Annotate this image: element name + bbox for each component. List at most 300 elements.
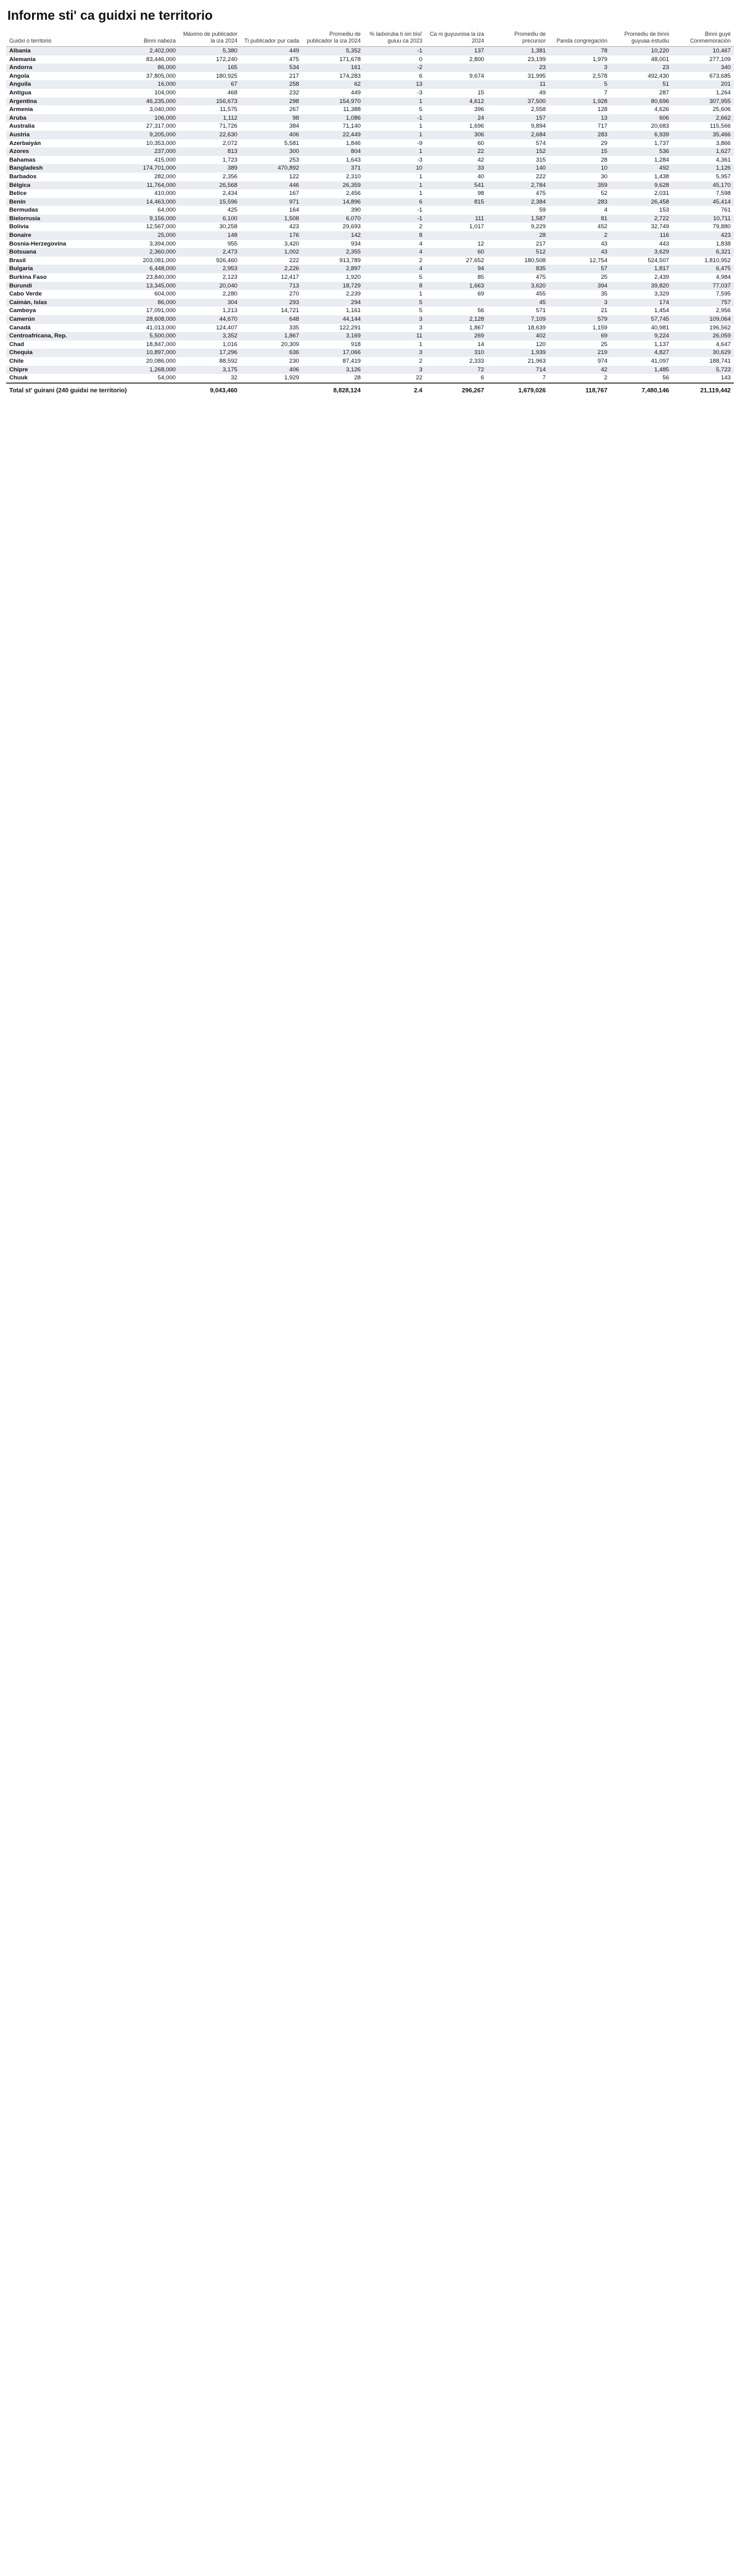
- table-row: [6, 332, 734, 341]
- table-cell: 1,810,952: [704, 257, 731, 264]
- table-cell: 156,673: [179, 97, 240, 106]
- table-cell: 116: [610, 231, 672, 240]
- territory-name: Chile: [9, 357, 24, 365]
- table-cell: 37,500: [487, 97, 549, 106]
- table-cell: 72: [426, 366, 487, 374]
- table-cell: 122: [289, 173, 299, 180]
- table-cell: [426, 64, 487, 72]
- table-cell: 137: [426, 47, 487, 56]
- table-cell: 23,199: [527, 56, 546, 63]
- table-cell: 443: [659, 240, 669, 247]
- table-cell: 2: [419, 357, 422, 365]
- table-cell: [426, 206, 487, 215]
- table-cell: 42: [477, 156, 484, 163]
- table-cell: 98: [240, 114, 302, 123]
- table-cell: 43: [601, 240, 607, 247]
- territory-name: Burundi: [6, 282, 117, 291]
- table-cell: 492: [610, 164, 672, 173]
- territory-name: Bonaire: [6, 231, 117, 240]
- table-cell: 33: [426, 164, 487, 173]
- table-cell: 104,000: [154, 89, 176, 96]
- table-cell: 2,128: [426, 315, 487, 324]
- table-cell: 12,417: [281, 274, 299, 281]
- totals-cell: 8,828,124: [302, 383, 364, 398]
- table-cell: 18,729: [302, 282, 364, 291]
- table-cell: 3: [419, 324, 422, 331]
- table-cell: 1,846: [345, 139, 361, 147]
- territory-name: Aruba: [6, 114, 117, 123]
- table-cell: 24: [426, 114, 487, 123]
- table-cell: 57: [549, 265, 610, 273]
- table-cell: 22,630: [179, 131, 240, 139]
- table-row: [6, 80, 734, 89]
- table-cell: 106,000: [117, 114, 179, 123]
- table-row: [6, 366, 734, 374]
- table-cell: 4,361: [715, 156, 731, 163]
- table-cell: 1: [364, 97, 426, 106]
- table-cell: 71,726: [219, 123, 237, 130]
- table-cell: 171,678: [339, 56, 361, 63]
- table-row: [6, 56, 734, 64]
- table-row: [6, 181, 734, 190]
- territory-name: Chuuk: [9, 374, 28, 382]
- table-cell: 25,000: [117, 231, 179, 240]
- table-row: [6, 282, 734, 291]
- table-cell: 5,352: [302, 47, 364, 56]
- table-cell: 2,360,000: [117, 248, 179, 257]
- table-cell: 410,000: [154, 190, 176, 197]
- column-header: Promediu de publicador la iza 2024: [302, 30, 364, 47]
- table-row: [6, 307, 734, 315]
- table-cell: 13,345,000: [117, 282, 179, 291]
- table-cell: 10,897,000: [117, 349, 179, 357]
- territory-name: Bosnia-Herzegovina: [9, 240, 67, 247]
- table-cell: 29,693: [342, 223, 361, 231]
- territory-name: Chad: [9, 341, 24, 348]
- table-cell: 98: [477, 190, 484, 197]
- table-cell: 52: [601, 190, 607, 197]
- table-cell: 4,827: [610, 349, 672, 357]
- table-cell: 7,598: [715, 190, 731, 197]
- territory-name: Brasil: [9, 257, 26, 264]
- table-cell: 30: [601, 173, 607, 180]
- table-cell: 237,000: [117, 147, 179, 156]
- table-cell: 449: [350, 89, 361, 96]
- table-cell: 62: [302, 80, 364, 89]
- table-cell: 15: [477, 89, 484, 96]
- table-cell: 1,627: [672, 147, 734, 156]
- table-cell: 2,784: [487, 181, 549, 190]
- table-row: [6, 257, 734, 265]
- table-cell: 2,800: [469, 56, 484, 63]
- table-cell: 2,434: [222, 190, 237, 197]
- table-cell: 1: [419, 190, 422, 197]
- table-cell: 14: [477, 341, 484, 348]
- table-cell: 449: [240, 47, 302, 56]
- table-cell: 26,359: [302, 181, 364, 190]
- table-cell: 174,283: [339, 72, 361, 80]
- table-cell: -1: [364, 215, 426, 223]
- table-cell: 359: [549, 181, 610, 190]
- table-cell: 154,970: [302, 97, 364, 106]
- table-cell: 423: [289, 223, 299, 231]
- table-cell: 6: [419, 72, 422, 80]
- table-row: [6, 349, 734, 357]
- table-cell: 1,737: [654, 139, 669, 147]
- table-cell: 28: [487, 231, 549, 240]
- table-cell: 293: [240, 299, 302, 307]
- table-cell: 6,321: [672, 248, 734, 257]
- table-cell: 143: [720, 374, 731, 382]
- table-row: [6, 89, 734, 97]
- table-cell: 757: [672, 299, 734, 307]
- table-cell: 304: [179, 299, 240, 307]
- table-cell: 396: [474, 106, 484, 114]
- table-cell: 77,037: [672, 282, 734, 291]
- table-cell: 815: [426, 198, 487, 207]
- country-stats-table: [6, 30, 734, 398]
- table-cell: 41,013,000: [146, 324, 176, 331]
- table-cell: 3,169: [302, 332, 364, 341]
- table-row: [6, 248, 734, 257]
- table-cell: 389: [179, 164, 240, 173]
- totals-cell: 118,767: [549, 383, 610, 398]
- table-cell: 86,000: [117, 64, 179, 72]
- table-cell: 5: [364, 299, 426, 307]
- table-cell: 406: [240, 131, 302, 139]
- table-cell: 48,001: [651, 56, 669, 63]
- table-cell: 9,229: [530, 223, 546, 231]
- table-cell: 468: [227, 89, 237, 96]
- territory-name: Bermudas: [9, 207, 38, 214]
- table-cell: 2,439: [654, 274, 669, 281]
- table-cell: 492,430: [648, 72, 669, 80]
- table-cell: 219: [549, 349, 610, 357]
- table-cell: 1,112: [179, 114, 240, 123]
- territory-name: Chipre: [6, 366, 117, 374]
- table-cell: 1,159: [592, 324, 607, 331]
- column-header: Panda congregación: [549, 30, 610, 47]
- territory-name: Armenia: [9, 106, 33, 114]
- table-row: [6, 324, 734, 332]
- table-row: [6, 240, 734, 249]
- table-cell: -3: [417, 156, 422, 163]
- table-cell: 340: [672, 64, 734, 72]
- table-cell: 5: [549, 80, 610, 89]
- table-cell: 60: [426, 248, 487, 257]
- table-cell: 2,953: [179, 265, 240, 273]
- table-cell: 2,031: [654, 190, 669, 197]
- table-cell: 26,458: [610, 198, 672, 207]
- table-cell: 1,126: [672, 164, 734, 173]
- table-cell: 64,000: [157, 207, 176, 214]
- table-cell: 128: [597, 106, 607, 114]
- table-cell: 22: [426, 147, 487, 156]
- territory-name: Australia: [9, 123, 35, 130]
- territory-name: Anguila: [6, 80, 117, 89]
- table-cell: 4: [604, 207, 607, 214]
- territory-name: Chequia: [6, 349, 117, 357]
- table-cell: 3,420: [284, 240, 299, 247]
- table-cell: 5: [419, 307, 422, 315]
- table-cell: 20,040: [179, 282, 240, 291]
- table-cell: 18,847,000: [146, 341, 176, 348]
- table-cell: 475: [289, 56, 299, 63]
- table-cell: 180,925: [216, 72, 237, 80]
- territory-name: Antigua: [9, 89, 31, 96]
- table-cell: 5: [419, 106, 422, 114]
- table-cell: 270: [289, 291, 299, 298]
- table-cell: 10,711: [672, 215, 734, 223]
- table-cell: 120: [535, 341, 546, 348]
- table-cell: 1: [364, 131, 426, 139]
- table-cell: 1,161: [345, 307, 361, 315]
- table-cell: 54,000: [157, 374, 176, 382]
- table-cell: 3,394,000: [149, 240, 176, 247]
- territory-name: Centroafricana, Rep.: [6, 332, 117, 341]
- table-row: [6, 189, 734, 198]
- table-cell: 2,355: [302, 248, 364, 257]
- table-cell: 201: [672, 80, 734, 89]
- table-cell: 57,745: [610, 315, 672, 324]
- territory-name: Camerún: [6, 315, 117, 324]
- table-cell: 2,662: [672, 114, 734, 123]
- table-cell: 390: [350, 207, 361, 214]
- table-row: [6, 206, 734, 215]
- table-cell: 11: [487, 80, 549, 89]
- territory-name: Botsuana: [6, 248, 117, 257]
- table-cell: 2,310: [345, 173, 361, 180]
- table-cell: 86,000: [117, 299, 179, 307]
- table-cell: 3,040,000: [149, 106, 176, 114]
- column-header: Guidxi o territorio: [6, 30, 117, 47]
- table-cell: 22: [416, 374, 422, 382]
- table-cell: 88,592: [219, 357, 237, 365]
- totals-cell: 2.4: [364, 383, 426, 398]
- territory-name: Argentina: [6, 97, 117, 106]
- table-row: [6, 173, 734, 181]
- table-cell: 918: [350, 341, 361, 348]
- table-cell: 1: [419, 291, 422, 298]
- table-cell: 2,473: [179, 248, 240, 257]
- page-title: Informe sti' ca guidxi ne territorio: [7, 9, 213, 23]
- table-row: [6, 231, 734, 240]
- table-cell: 2,897: [302, 265, 364, 273]
- table-cell: 32,749: [651, 223, 669, 231]
- table-row: [6, 273, 734, 282]
- table-cell: 2: [419, 223, 422, 231]
- table-cell: -1: [364, 47, 426, 56]
- table-row: [6, 299, 734, 307]
- table-cell: 1,381: [487, 47, 549, 56]
- table-cell: 12,567,000: [146, 223, 176, 231]
- table-cell: 174,701,000: [117, 164, 179, 173]
- table-cell: 23: [487, 64, 549, 72]
- table-cell: 2,280: [222, 291, 237, 298]
- table-cell: 81: [549, 215, 610, 223]
- table-cell: 371: [302, 164, 364, 173]
- table-cell: 230: [289, 357, 299, 365]
- table-cell: 20,683: [651, 123, 669, 130]
- table-row: [6, 72, 734, 81]
- table-cell: [426, 299, 487, 307]
- table-cell: 1,838: [715, 240, 731, 247]
- table-cell: 27,652: [466, 257, 484, 264]
- table-cell: 49: [539, 89, 546, 96]
- territory-name: Andorra: [6, 64, 117, 72]
- table-cell: 31,995: [527, 72, 546, 80]
- table-cell: 7,109: [487, 315, 549, 324]
- table-cell: 4,984: [715, 274, 731, 281]
- table-cell: 1,454: [654, 307, 669, 315]
- table-cell: 142: [302, 231, 364, 240]
- table-cell: 394: [549, 282, 610, 291]
- table-cell: 1,929: [284, 374, 299, 382]
- table-cell: 2,956: [715, 307, 731, 315]
- table-cell: 402: [487, 332, 549, 341]
- table-cell: 94: [426, 265, 487, 273]
- table-cell: 30,258: [219, 223, 237, 231]
- table-cell: 174: [610, 299, 672, 307]
- territory-name: Cabo Verde: [9, 291, 42, 298]
- table-cell: 11,764,000: [117, 181, 179, 190]
- table-cell: 4: [364, 248, 426, 257]
- table-cell: 2: [419, 257, 422, 264]
- table-cell: 153: [659, 207, 669, 214]
- table-cell: 406: [240, 366, 302, 374]
- table-cell: 10,220: [610, 47, 672, 56]
- table-cell: 17,091,000: [146, 307, 176, 315]
- table-cell: 3,352: [179, 332, 240, 341]
- table-cell: 16,000: [117, 80, 179, 89]
- table-cell: 277,109: [709, 56, 731, 63]
- table-cell: 2,684: [487, 131, 549, 139]
- table-cell: 6,100: [179, 215, 240, 223]
- table-cell: 172,240: [216, 56, 237, 63]
- table-cell: 14,896: [302, 198, 364, 207]
- table-cell: [426, 231, 487, 240]
- table-cell: 176: [240, 231, 302, 240]
- table-cell: 1,508: [240, 215, 302, 223]
- table-cell: 2,072: [222, 139, 237, 147]
- table-cell: 524,507: [648, 257, 669, 264]
- table-cell: 971: [240, 198, 302, 207]
- column-header: % ladxiruba ti sin bisi' guiuu ca 2023: [364, 30, 426, 47]
- table-cell: 6: [364, 198, 426, 207]
- table-cell: -1: [364, 114, 426, 123]
- table-row: [6, 265, 734, 273]
- table-cell: 41,097: [651, 357, 669, 365]
- table-cell: 45: [487, 299, 549, 307]
- table-header-row: [6, 30, 734, 47]
- table-row: [6, 164, 734, 173]
- table-cell: 10,353,000: [146, 139, 176, 147]
- table-cell: 148: [179, 231, 240, 240]
- table-cell: 512: [487, 248, 549, 257]
- table-cell: 25,606: [712, 106, 731, 114]
- table-cell: 5,500,000: [117, 332, 179, 341]
- table-cell: 44,144: [302, 315, 364, 324]
- table-cell: 5,581: [284, 139, 299, 147]
- table-cell: 3,175: [179, 366, 240, 374]
- table-cell: 78: [549, 47, 610, 56]
- table-cell: 27,317,000: [146, 123, 176, 130]
- table-cell: 40: [477, 173, 484, 180]
- table-cell: 9,205,000: [117, 131, 179, 139]
- table-cell: 475: [535, 274, 546, 281]
- table-cell: 673,685: [709, 72, 731, 80]
- table-cell: 307,955: [672, 97, 734, 106]
- totals-row: [6, 383, 734, 398]
- totals-label: Total st' guirani (240 guidxi ne territorio): [6, 383, 179, 398]
- table-cell: 425: [227, 207, 237, 214]
- table-row: [6, 97, 734, 106]
- table-row: [6, 156, 734, 165]
- column-header: Binni guyé Conmemoración: [672, 30, 734, 47]
- totals-cell: 1,679,026: [487, 383, 549, 398]
- table-cell: 37,805,000: [146, 72, 176, 80]
- table-cell: 42: [549, 366, 610, 374]
- table-row: [6, 290, 734, 299]
- table-cell: 455: [535, 291, 546, 298]
- table-cell: 1: [419, 341, 422, 348]
- table-cell: -1: [417, 207, 422, 214]
- territory-name: Benín: [6, 198, 117, 207]
- table-row: [6, 131, 734, 139]
- table-cell: 974: [597, 357, 607, 365]
- table-cell: 13: [549, 114, 610, 123]
- territory-name: Azerbaiyán: [9, 139, 41, 147]
- table-cell: 161: [302, 64, 364, 72]
- table-cell: 804: [302, 147, 364, 156]
- table-cell: 157: [487, 114, 549, 123]
- totals-cell: 296,267: [426, 383, 487, 398]
- table-cell: 3,126: [302, 366, 364, 374]
- table-cell: 20,309: [281, 341, 299, 348]
- table-cell: 232: [289, 89, 299, 96]
- table-cell: 28: [601, 156, 607, 163]
- table-cell: 571: [535, 307, 546, 315]
- totals-cell: 21,119,442: [672, 383, 734, 398]
- table-row: [6, 64, 734, 72]
- table-cell: 282,000: [154, 173, 176, 180]
- column-header: Promediu de binni guyuaa estudiu: [610, 30, 672, 47]
- table-row: [6, 223, 734, 231]
- table-cell: 1,920: [345, 274, 361, 281]
- column-header: Ca ni guyuunisa la iza 2024: [426, 30, 487, 47]
- table-cell: 21: [601, 307, 607, 315]
- table-cell: 12,754: [589, 257, 607, 264]
- table-cell: 9,628: [610, 181, 672, 190]
- table-cell: 934: [350, 240, 361, 247]
- table-row: [6, 139, 734, 148]
- table-cell: 3: [364, 349, 426, 357]
- table-cell: 835: [487, 265, 549, 273]
- table-cell: 35,466: [672, 131, 734, 139]
- table-cell: 335: [289, 324, 299, 331]
- table-cell: 761: [720, 207, 731, 214]
- table-cell: 26,568: [179, 181, 240, 190]
- totals-cell: 7,480,146: [610, 383, 672, 398]
- table-cell: 71,140: [342, 123, 361, 130]
- table-cell: 5,957: [715, 173, 731, 180]
- table-cell: 258: [240, 80, 302, 89]
- table-cell: 636: [240, 349, 302, 357]
- column-header: Binni nabeza: [117, 30, 179, 47]
- table-cell: 2,123: [222, 274, 237, 281]
- table-cell: 6,070: [302, 215, 364, 223]
- table-cell: [426, 80, 487, 89]
